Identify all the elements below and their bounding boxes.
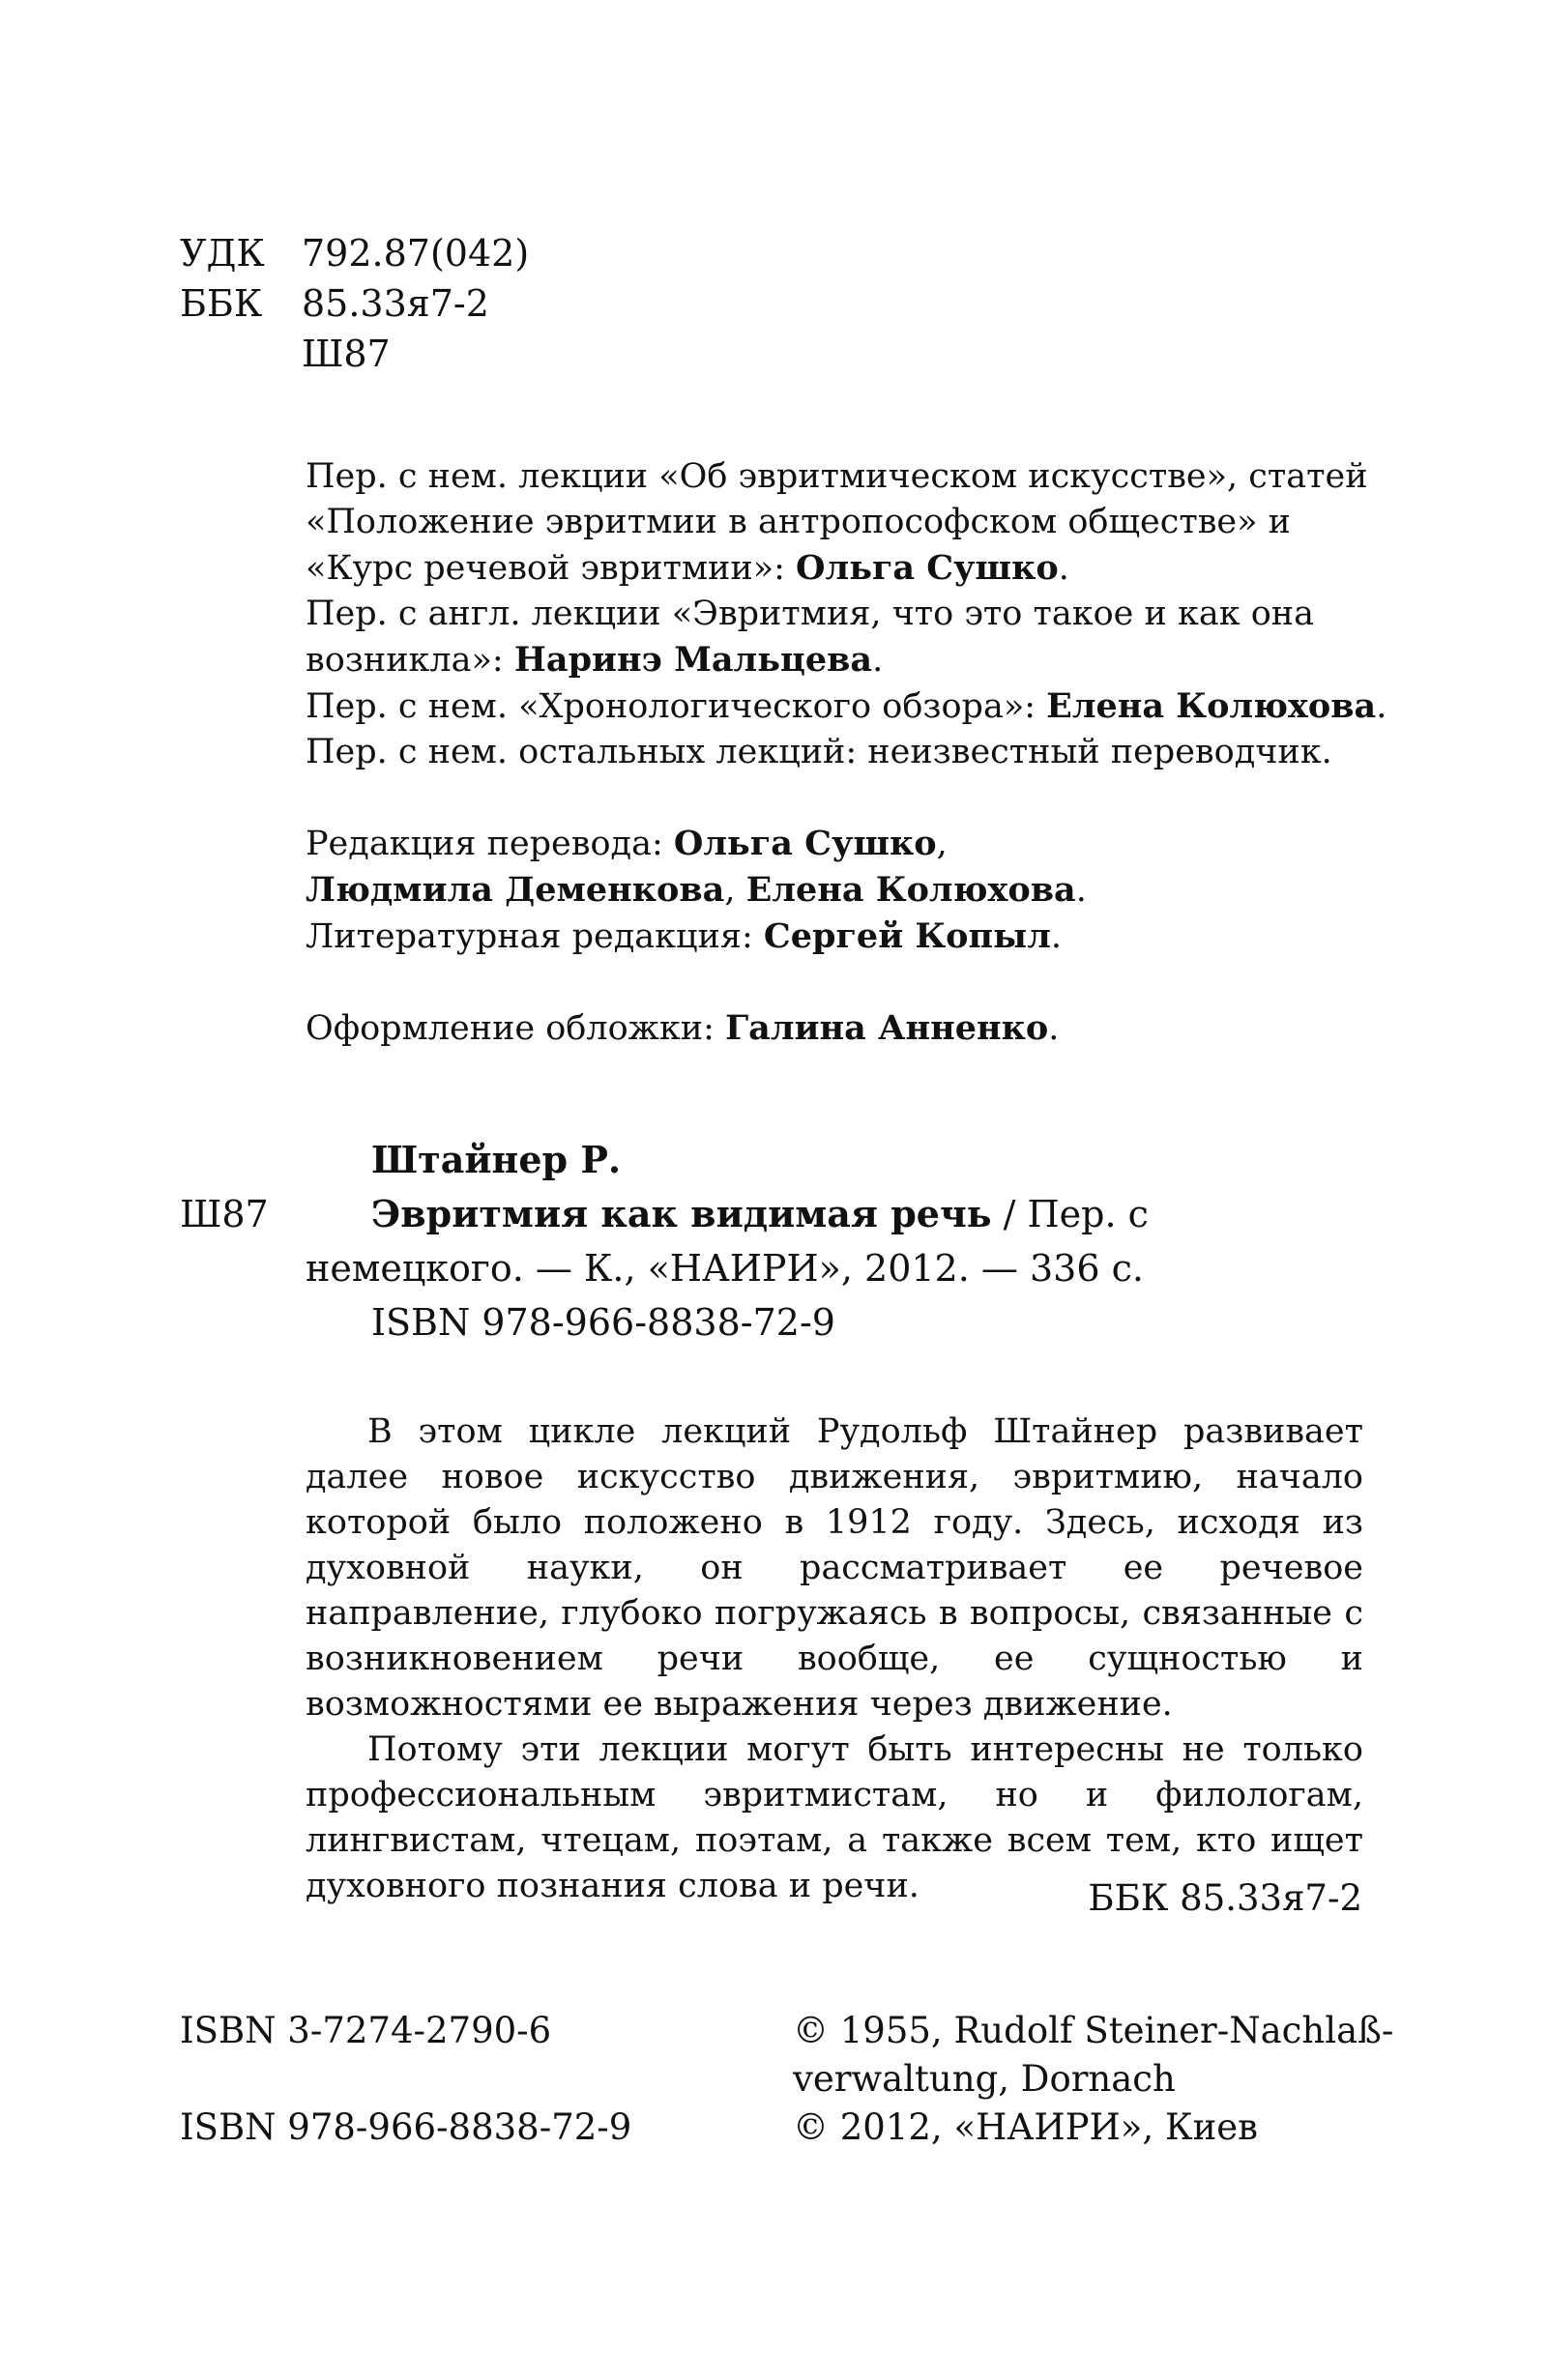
translator-name: Ольга Сушко [796, 548, 1059, 588]
annotation-paragraph: Потому эти лекции могут быть интересны не только профессиональным эвритмистам, но и филологам, лингвистам, чтецам, поэтам, а также всем тем, кто ищет духовного познания слова и речи. [306, 1730, 1363, 1905]
copyright-edition: © 2012, «НАИРИ», Киев [793, 2106, 1258, 2148]
translation-line: «Положение эвритмии в антропософском обществе» и [306, 503, 1291, 541]
cover-designer-name: Галина Анненко [725, 1008, 1049, 1048]
bbk-row [180, 278, 529, 329]
translation-line: «Курс речевой эвритмии»: Ольга Сушко. [306, 548, 1069, 588]
annotation [306, 1409, 1363, 1909]
entry-author: Штайнер Р. [371, 1138, 622, 1181]
editor-name: Ольга Сушко [673, 824, 937, 863]
bbk-value: 85.33я7-2 [302, 282, 489, 325]
annotation-paragraph: В этом цикле лекций Рудольф Штайнер развивает далее новое искусство движения, эвритмию, начало которой было положено в 1912 году. Здесь, исходя из духовной науки, он рассматривает ее речевое направление, глубоко погружаясь в вопросы, связанные с возникновением речи вообще, ее сущностью и возможностями ее выражения через движение. [306, 1412, 1363, 1724]
cover-design-line: Оформление обложки: Галина Анненко. [306, 1008, 1060, 1048]
translation-line: Пер. с англ. лекции «Эвритмия, что это такое и как она [306, 595, 1314, 633]
translator-name: Елена Колюхова [1046, 686, 1377, 726]
isbn-original: ISBN 3-7274-2790-6 [180, 2010, 552, 2051]
udk-row [180, 228, 529, 278]
translation-line: Пер. с нем. остальных лекций: неизвестный переводчик. [306, 733, 1332, 771]
author-sign: Ш87 [302, 333, 391, 375]
credits-block [306, 454, 1386, 1052]
udk-label: УДК [180, 232, 265, 275]
udk-value: 792.87(042) [302, 232, 530, 275]
editor-name: Елена Колюхова [745, 870, 1076, 910]
literary-editor-name: Сергей Копыл [763, 916, 1051, 956]
entry-title-line: Эвритмия как видимая речь / Пер. с [371, 1192, 1149, 1235]
editing-line: Людмила Деменкова, Елена Колюхова. [306, 870, 1087, 910]
classification-codes [180, 228, 529, 379]
entry-publication: немецкого. — К., «НАИРИ», 2012. — 336 с. [306, 1247, 1144, 1290]
copyright-original: © 1955, Rudolf Steiner-Nachlaß- verwaltung, Dornach © 2012, «НАИРИ», Киев [793, 2007, 1393, 2152]
editor-name: Людмила Деменкова [306, 870, 725, 910]
book-title: Эвритмия как видимая речь [371, 1192, 992, 1235]
translation-line: Пер. с нем. «Хронологического обзора»: Елена Колюхова. [306, 686, 1387, 726]
translation-line: Пер. с нем. лекции «Об эвритмическом искусстве», статей [306, 457, 1368, 496]
author-sign-row [180, 329, 529, 379]
translation-line: возникла»: Наринэ Мальцева. [306, 640, 884, 680]
annotation-bbk: ББК 85.33я7-2 [1088, 1877, 1362, 1919]
entry-isbn: ISBN 978-966-8838-72-9 [371, 1301, 835, 1344]
editing-line: Редакция перевода: Ольга Сушко, [306, 824, 948, 863]
entry-sign: Ш87 [180, 1193, 269, 1235]
translator-name: Наринэ Мальцева [513, 640, 873, 680]
literary-editing-line: Литературная редакция: Сергей Копыл. [306, 916, 1063, 956]
bbk-label: ББК [180, 282, 263, 325]
isbn-edition: ISBN 978-966-8838-72-9 [180, 2106, 632, 2148]
